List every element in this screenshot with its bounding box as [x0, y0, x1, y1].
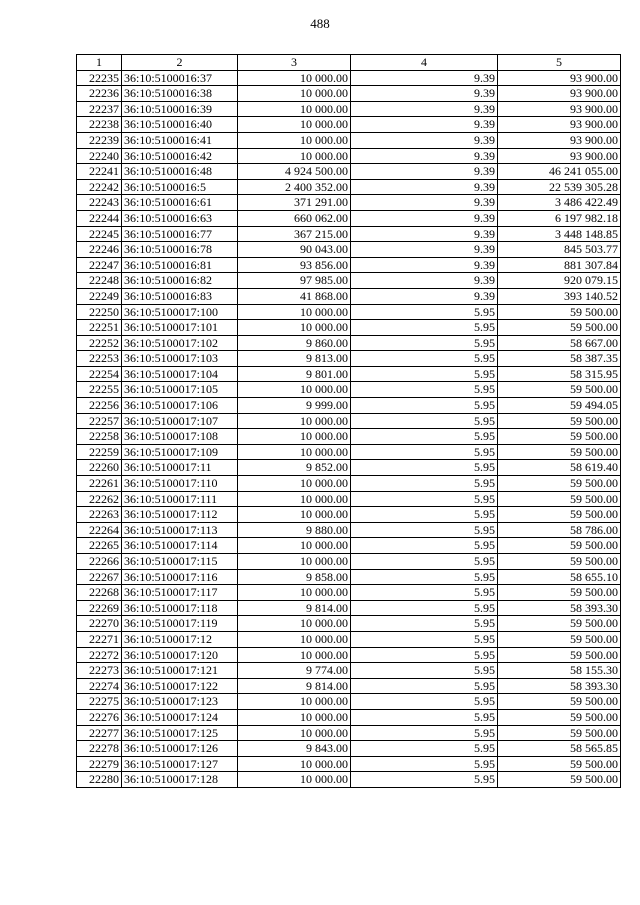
cadastral-number-cell: 36:10:5100017:108 — [122, 429, 238, 445]
area-cell: 10 000.00 — [238, 756, 351, 772]
row-number-cell: 22263 — [77, 507, 122, 523]
area-cell: 10 000.00 — [238, 382, 351, 398]
value-cell: 3 448 148.85 — [498, 226, 621, 242]
row-number-cell: 22268 — [77, 585, 122, 601]
area-cell: 10 000.00 — [238, 694, 351, 710]
rate-cell: 5.95 — [351, 585, 498, 601]
area-cell: 93 856.00 — [238, 257, 351, 273]
row-number-cell: 22247 — [77, 257, 122, 273]
table-row — [77, 709, 621, 725]
cadastral-number-cell: 36:10:5100017:126 — [122, 741, 238, 757]
table-row — [77, 398, 621, 414]
table-row — [77, 382, 621, 398]
rate-cell: 5.95 — [351, 694, 498, 710]
value-cell: 881 307.84 — [498, 257, 621, 273]
area-cell: 9 880.00 — [238, 522, 351, 538]
row-number-cell: 22248 — [77, 273, 122, 289]
area-cell: 90 043.00 — [238, 242, 351, 258]
rate-cell: 5.95 — [351, 460, 498, 476]
rate-cell: 5.95 — [351, 522, 498, 538]
table-row — [77, 86, 621, 102]
rate-cell: 5.95 — [351, 351, 498, 367]
row-number-cell: 22250 — [77, 304, 122, 320]
row-number-cell: 22245 — [77, 226, 122, 242]
area-cell: 10 000.00 — [238, 554, 351, 570]
cadastral-number-cell: 36:10:5100017:115 — [122, 554, 238, 570]
rate-cell: 5.95 — [351, 647, 498, 663]
cadastral-number-cell: 36:10:5100016:81 — [122, 257, 238, 273]
rate-cell: 5.95 — [351, 491, 498, 507]
area-cell: 10 000.00 — [238, 132, 351, 148]
cadastral-number-cell: 36:10:5100017:121 — [122, 663, 238, 679]
cadastral-number-cell: 36:10:5100016:61 — [122, 195, 238, 211]
rate-cell: 5.95 — [351, 398, 498, 414]
rate-cell: 9.39 — [351, 70, 498, 86]
row-number-cell: 22249 — [77, 288, 122, 304]
value-cell: 93 900.00 — [498, 148, 621, 164]
value-cell: 58 393.30 — [498, 678, 621, 694]
area-cell: 9 843.00 — [238, 741, 351, 757]
row-number-cell: 22262 — [77, 491, 122, 507]
row-number-cell: 22243 — [77, 195, 122, 211]
cadastral-number-cell: 36:10:5100016:41 — [122, 132, 238, 148]
area-cell: 9 813.00 — [238, 351, 351, 367]
rate-cell: 9.39 — [351, 164, 498, 180]
cadastral-number-cell: 36:10:5100016:39 — [122, 101, 238, 117]
row-number-cell: 22254 — [77, 366, 122, 382]
area-cell: 10 000.00 — [238, 70, 351, 86]
row-number-cell: 22260 — [77, 460, 122, 476]
area-cell: 9 774.00 — [238, 663, 351, 679]
area-cell: 10 000.00 — [238, 304, 351, 320]
cadastral-number-cell: 36:10:5100017:113 — [122, 522, 238, 538]
value-cell: 59 500.00 — [498, 554, 621, 570]
rate-cell: 5.95 — [351, 429, 498, 445]
rate-cell: 9.39 — [351, 101, 498, 117]
area-cell: 9 999.00 — [238, 398, 351, 414]
table-row — [77, 616, 621, 632]
value-cell: 59 500.00 — [498, 616, 621, 632]
cadastral-number-cell: 36:10:5100017:102 — [122, 335, 238, 351]
table-row — [77, 288, 621, 304]
rate-cell: 5.95 — [351, 616, 498, 632]
cadastral-number-cell: 36:10:5100016:38 — [122, 86, 238, 102]
value-cell: 920 079.15 — [498, 273, 621, 289]
rate-cell: 5.95 — [351, 756, 498, 772]
area-cell: 10 000.00 — [238, 429, 351, 445]
value-cell: 93 900.00 — [498, 101, 621, 117]
table-row — [77, 179, 621, 195]
rate-cell: 5.95 — [351, 335, 498, 351]
row-number-cell: 22244 — [77, 210, 122, 226]
cadastral-number-cell: 36:10:5100017:107 — [122, 413, 238, 429]
table-row — [77, 585, 621, 601]
value-cell: 59 500.00 — [498, 476, 621, 492]
value-cell: 58 315.95 — [498, 366, 621, 382]
row-number-cell: 22257 — [77, 413, 122, 429]
table-row — [77, 491, 621, 507]
rate-cell: 9.39 — [351, 242, 498, 258]
table-row — [77, 444, 621, 460]
area-cell: 9 814.00 — [238, 678, 351, 694]
value-cell: 6 197 982.18 — [498, 210, 621, 226]
cadastral-number-cell: 36:10:5100017:119 — [122, 616, 238, 632]
rate-cell: 5.95 — [351, 569, 498, 585]
cadastral-number-cell: 36:10:5100017:122 — [122, 678, 238, 694]
table-row — [77, 741, 621, 757]
rate-cell: 5.95 — [351, 741, 498, 757]
table-row — [77, 554, 621, 570]
value-cell: 59 500.00 — [498, 491, 621, 507]
rate-cell: 9.39 — [351, 86, 498, 102]
rate-cell: 5.95 — [351, 320, 498, 336]
area-cell: 10 000.00 — [238, 616, 351, 632]
area-cell: 10 000.00 — [238, 772, 351, 788]
area-cell: 10 000.00 — [238, 320, 351, 336]
cadastral-number-cell: 36:10:5100016:77 — [122, 226, 238, 242]
area-cell: 367 215.00 — [238, 226, 351, 242]
cadastral-number-cell: 36:10:5100017:114 — [122, 538, 238, 554]
table-row — [77, 320, 621, 336]
table-row — [77, 226, 621, 242]
cadastral-number-cell: 36:10:5100017:100 — [122, 304, 238, 320]
table-row — [77, 148, 621, 164]
cadastral-number-cell: 36:10:5100016:78 — [122, 242, 238, 258]
table-row — [77, 70, 621, 86]
row-number-cell: 22275 — [77, 694, 122, 710]
rate-cell: 9.39 — [351, 257, 498, 273]
cadastral-number-cell: 36:10:5100016:82 — [122, 273, 238, 289]
value-cell: 393 140.52 — [498, 288, 621, 304]
column-header: 5 — [498, 55, 621, 71]
area-cell: 10 000.00 — [238, 413, 351, 429]
table-row — [77, 304, 621, 320]
row-number-cell: 22274 — [77, 678, 122, 694]
area-cell: 10 000.00 — [238, 101, 351, 117]
row-number-cell: 22256 — [77, 398, 122, 414]
table-row — [77, 772, 621, 788]
area-cell: 10 000.00 — [238, 631, 351, 647]
value-cell: 22 539 305.28 — [498, 179, 621, 195]
row-number-cell: 22235 — [77, 70, 122, 86]
row-number-cell: 22279 — [77, 756, 122, 772]
cadastral-number-cell: 36:10:5100017:104 — [122, 366, 238, 382]
area-cell: 10 000.00 — [238, 476, 351, 492]
value-cell: 845 503.77 — [498, 242, 621, 258]
row-number-cell: 22266 — [77, 554, 122, 570]
row-number-cell: 22264 — [77, 522, 122, 538]
cadastral-number-cell: 36:10:5100017:109 — [122, 444, 238, 460]
rate-cell: 5.95 — [351, 413, 498, 429]
row-number-cell: 22271 — [77, 631, 122, 647]
column-header: 2 — [122, 55, 238, 71]
row-number-cell: 22269 — [77, 600, 122, 616]
table-row — [77, 351, 621, 367]
value-cell: 59 500.00 — [498, 382, 621, 398]
table-row — [77, 366, 621, 382]
value-cell: 93 900.00 — [498, 86, 621, 102]
table-row — [77, 164, 621, 180]
value-cell: 58 619.40 — [498, 460, 621, 476]
rate-cell: 5.95 — [351, 725, 498, 741]
value-cell: 59 500.00 — [498, 429, 621, 445]
row-number-cell: 22273 — [77, 663, 122, 679]
value-cell: 3 486 422.49 — [498, 195, 621, 211]
cadastral-number-cell: 36:10:5100017:127 — [122, 756, 238, 772]
cadastral-number-cell: 36:10:5100017:117 — [122, 585, 238, 601]
area-cell: 41 868.00 — [238, 288, 351, 304]
rate-cell: 5.95 — [351, 709, 498, 725]
header-row — [77, 55, 621, 71]
cadastral-number-cell: 36:10:5100016:40 — [122, 117, 238, 133]
table-row — [77, 631, 621, 647]
table-row — [77, 273, 621, 289]
area-cell: 9 814.00 — [238, 600, 351, 616]
row-number-cell: 22265 — [77, 538, 122, 554]
row-number-cell: 22252 — [77, 335, 122, 351]
cadastral-number-cell: 36:10:5100017:111 — [122, 491, 238, 507]
cadastral-number-cell: 36:10:5100017:123 — [122, 694, 238, 710]
value-cell: 93 900.00 — [498, 70, 621, 86]
rate-cell: 9.39 — [351, 179, 498, 195]
table-row — [77, 725, 621, 741]
cadastral-number-cell: 36:10:5100016:63 — [122, 210, 238, 226]
rate-cell: 5.95 — [351, 600, 498, 616]
value-cell: 93 900.00 — [498, 117, 621, 133]
table-row — [77, 429, 621, 445]
rate-cell: 9.39 — [351, 210, 498, 226]
table-row — [77, 756, 621, 772]
table-row — [77, 117, 621, 133]
area-cell: 10 000.00 — [238, 117, 351, 133]
value-cell: 59 500.00 — [498, 585, 621, 601]
row-number-cell: 22246 — [77, 242, 122, 258]
value-cell: 59 500.00 — [498, 320, 621, 336]
rate-cell: 9.39 — [351, 148, 498, 164]
column-header: 1 — [77, 55, 122, 71]
page-number: 488 — [310, 16, 330, 31]
row-number-cell: 22261 — [77, 476, 122, 492]
area-cell: 10 000.00 — [238, 507, 351, 523]
cadastral-number-cell: 36:10:5100017:128 — [122, 772, 238, 788]
rate-cell: 5.95 — [351, 507, 498, 523]
table-row — [77, 242, 621, 258]
value-cell: 59 500.00 — [498, 413, 621, 429]
cadastral-number-cell: 36:10:5100017:12 — [122, 631, 238, 647]
value-cell: 59 500.00 — [498, 631, 621, 647]
table-row — [77, 569, 621, 585]
table-row — [77, 663, 621, 679]
rate-cell: 5.95 — [351, 476, 498, 492]
row-number-cell: 22241 — [77, 164, 122, 180]
area-cell: 10 000.00 — [238, 444, 351, 460]
value-cell: 59 500.00 — [498, 772, 621, 788]
rate-cell: 5.95 — [351, 366, 498, 382]
area-cell: 10 000.00 — [238, 585, 351, 601]
cadastral-number-cell: 36:10:5100017:106 — [122, 398, 238, 414]
area-cell: 10 000.00 — [238, 86, 351, 102]
value-cell: 58 387.35 — [498, 351, 621, 367]
cadastral-number-cell: 36:10:5100016:42 — [122, 148, 238, 164]
row-number-cell: 22272 — [77, 647, 122, 663]
cadastral-number-cell: 36:10:5100016:83 — [122, 288, 238, 304]
table-row — [77, 678, 621, 694]
cadastral-number-cell: 36:10:5100017:110 — [122, 476, 238, 492]
row-number-cell: 22237 — [77, 101, 122, 117]
rate-cell: 9.39 — [351, 195, 498, 211]
row-number-cell: 22238 — [77, 117, 122, 133]
row-number-cell: 22280 — [77, 772, 122, 788]
rate-cell: 5.95 — [351, 304, 498, 320]
value-cell: 58 155.30 — [498, 663, 621, 679]
row-number-cell: 22259 — [77, 444, 122, 460]
row-number-cell: 22276 — [77, 709, 122, 725]
rate-cell: 5.95 — [351, 554, 498, 570]
value-cell: 59 500.00 — [498, 694, 621, 710]
table-row — [77, 195, 621, 211]
value-cell: 59 500.00 — [498, 507, 621, 523]
cadastral-number-cell: 36:10:5100016:48 — [122, 164, 238, 180]
row-number-cell: 22253 — [77, 351, 122, 367]
value-cell: 59 494.05 — [498, 398, 621, 414]
value-cell: 59 500.00 — [498, 725, 621, 741]
area-cell: 10 000.00 — [238, 725, 351, 741]
table-row — [77, 460, 621, 476]
value-cell: 59 500.00 — [498, 756, 621, 772]
table-row — [77, 257, 621, 273]
row-number-cell: 22236 — [77, 86, 122, 102]
area-cell: 4 924 500.00 — [238, 164, 351, 180]
value-cell: 59 500.00 — [498, 709, 621, 725]
value-cell: 59 500.00 — [498, 647, 621, 663]
table-row — [77, 600, 621, 616]
rate-cell: 5.95 — [351, 663, 498, 679]
column-header: 4 — [351, 55, 498, 71]
rate-cell: 5.95 — [351, 772, 498, 788]
row-number-cell: 22251 — [77, 320, 122, 336]
row-number-cell: 22270 — [77, 616, 122, 632]
value-cell: 58 786.00 — [498, 522, 621, 538]
area-cell: 10 000.00 — [238, 647, 351, 663]
row-number-cell: 22277 — [77, 725, 122, 741]
row-number-cell: 22240 — [77, 148, 122, 164]
rate-cell: 5.95 — [351, 631, 498, 647]
cadastral-number-cell: 36:10:5100017:101 — [122, 320, 238, 336]
rate-cell: 5.95 — [351, 538, 498, 554]
value-cell: 58 655.10 — [498, 569, 621, 585]
value-cell: 58 667.00 — [498, 335, 621, 351]
value-cell: 58 393.30 — [498, 600, 621, 616]
row-number-cell: 22239 — [77, 132, 122, 148]
table-row — [77, 132, 621, 148]
area-cell: 97 985.00 — [238, 273, 351, 289]
rate-cell: 9.39 — [351, 273, 498, 289]
area-cell: 9 860.00 — [238, 335, 351, 351]
table-row — [77, 647, 621, 663]
value-cell: 93 900.00 — [498, 132, 621, 148]
table-row — [77, 413, 621, 429]
area-cell: 10 000.00 — [238, 538, 351, 554]
table-row — [77, 538, 621, 554]
table-row — [77, 522, 621, 538]
area-cell: 371 291.00 — [238, 195, 351, 211]
area-cell: 660 062.00 — [238, 210, 351, 226]
cadastral-number-cell: 36:10:5100017:103 — [122, 351, 238, 367]
table-row — [77, 476, 621, 492]
row-number-cell: 22255 — [77, 382, 122, 398]
area-cell: 10 000.00 — [238, 709, 351, 725]
rate-cell: 5.95 — [351, 382, 498, 398]
column-header: 3 — [238, 55, 351, 71]
cadastral-number-cell: 36:10:5100017:120 — [122, 647, 238, 663]
table-row — [77, 210, 621, 226]
table-row — [77, 694, 621, 710]
rate-cell: 9.39 — [351, 226, 498, 242]
area-cell: 9 852.00 — [238, 460, 351, 476]
row-number-cell: 22267 — [77, 569, 122, 585]
cadastral-number-cell: 36:10:5100017:118 — [122, 600, 238, 616]
table-row — [77, 101, 621, 117]
rate-cell: 9.39 — [351, 132, 498, 148]
rate-cell: 9.39 — [351, 117, 498, 133]
value-cell: 59 500.00 — [498, 304, 621, 320]
cadastral-number-cell: 36:10:5100017:125 — [122, 725, 238, 741]
rate-cell: 5.95 — [351, 444, 498, 460]
area-cell: 10 000.00 — [238, 491, 351, 507]
cadastral-number-cell: 36:10:5100017:112 — [122, 507, 238, 523]
cadastral-number-cell: 36:10:5100017:124 — [122, 709, 238, 725]
rate-cell: 9.39 — [351, 288, 498, 304]
cadastral-number-cell: 36:10:5100017:11 — [122, 460, 238, 476]
area-cell: 10 000.00 — [238, 148, 351, 164]
cadastral-number-cell: 36:10:5100016:37 — [122, 70, 238, 86]
cadastral-number-cell: 36:10:5100016:5 — [122, 179, 238, 195]
cadastre-table — [76, 54, 621, 788]
cadastral-number-cell: 36:10:5100017:116 — [122, 569, 238, 585]
area-cell: 9 858.00 — [238, 569, 351, 585]
area-cell: 2 400 352.00 — [238, 179, 351, 195]
value-cell: 46 241 055.00 — [498, 164, 621, 180]
value-cell: 59 500.00 — [498, 444, 621, 460]
table-row — [77, 335, 621, 351]
table-body — [77, 70, 621, 787]
value-cell: 58 565.85 — [498, 741, 621, 757]
row-number-cell: 22278 — [77, 741, 122, 757]
rate-cell: 5.95 — [351, 678, 498, 694]
table-row — [77, 507, 621, 523]
cadastral-number-cell: 36:10:5100017:105 — [122, 382, 238, 398]
row-number-cell: 22258 — [77, 429, 122, 445]
row-number-cell: 22242 — [77, 179, 122, 195]
area-cell: 9 801.00 — [238, 366, 351, 382]
value-cell: 59 500.00 — [498, 538, 621, 554]
